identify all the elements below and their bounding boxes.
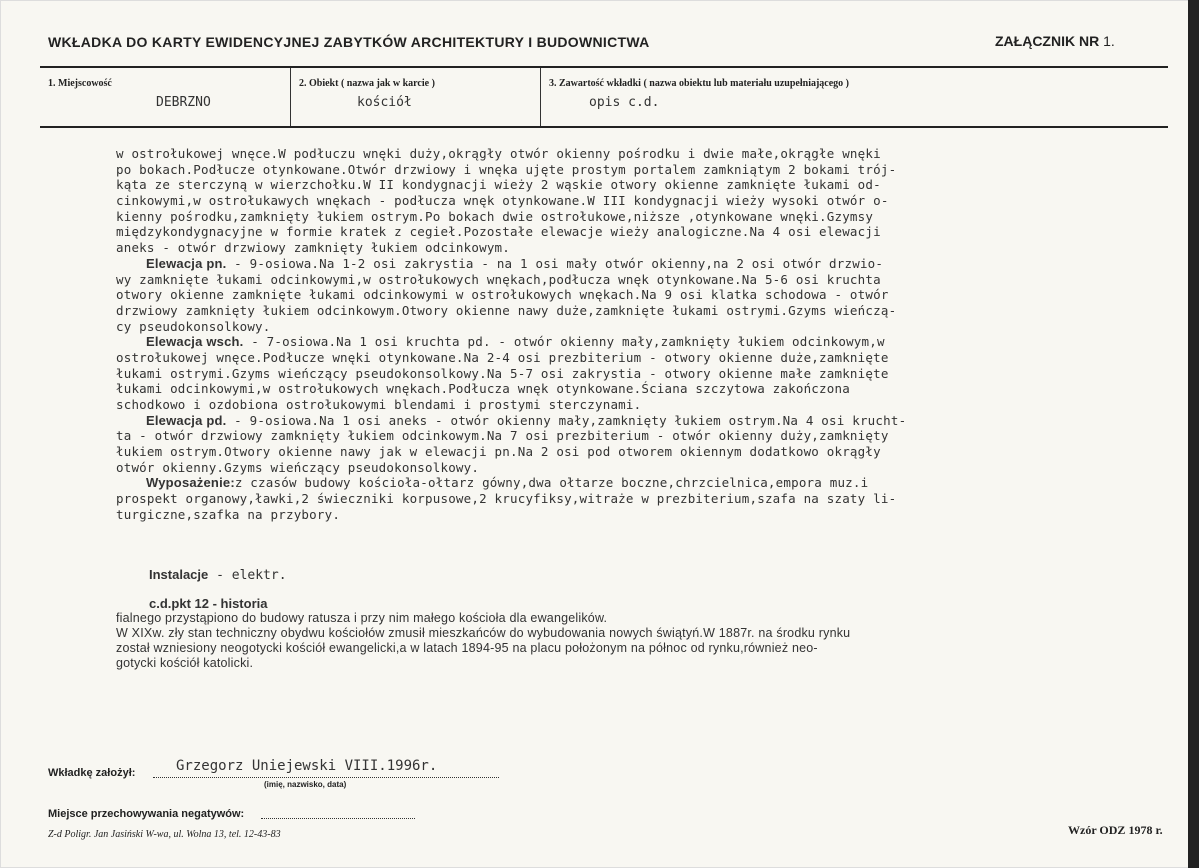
annex-label [995, 33, 1115, 49]
annex-number: 1. [1103, 33, 1115, 49]
description-line-text: kienny pośrodku,zamknięty łukiem ostrym.Po bokach dwie ostrołukowe,niższe ,otynkowane wnęki.Gzymsy [116, 208, 874, 224]
description-line-text: wy zamknięte łukami odcinkowymi,w ostrołukowych wnękach,podłucza wnęk otynkowane.Na 5-6 osi kruchta [116, 271, 881, 287]
description-line [116, 303, 1126, 319]
description-line-text: cy pseudokonsolkowy. [116, 318, 271, 334]
description-line [116, 350, 1126, 366]
description-line [116, 366, 1126, 382]
description-line-text: - 9-osiowa.Na 1-2 osi zakrystia - na 1 osi mały otwór okienny,na 2 osi otwór drzwio- [226, 255, 884, 271]
header-fields [40, 66, 1168, 128]
section-heading: Elewacja wsch. [146, 334, 244, 350]
description-line-text: kąta ze sterczyną w wierzchołku.W II kondygnacji wieży 2 wąskie otwory okienne zamknięte łukami od- [116, 177, 881, 193]
description-line [116, 397, 1126, 413]
object-value: kościół [357, 95, 412, 110]
locality-field [40, 68, 290, 126]
description-line [116, 507, 1126, 523]
negatives-label: Miejsce przechowywania negatywów: [48, 808, 245, 820]
description-line-text: międzykondygnacyjne w formie kratek z cegieł.Pozostałe elewacje wieży analogiczne.Na 4 osi elewacji [116, 224, 881, 240]
printer-info: Z-d Poligr. Jan Jasiński W-wa, ul. Wolna 13, tel. 12-43-83 [48, 829, 281, 840]
locality-label: 1. Miejscowość [48, 78, 112, 89]
description-line [116, 224, 1126, 240]
founder-sublabel: (imię, nazwisko, data) [264, 780, 347, 789]
description-text [116, 146, 1126, 523]
description-line [116, 162, 1126, 178]
description-line-text: prospekt organowy,ławki,2 świeczniki korpusowe,2 krucyfiksy,witraże w prezbiterium,szafa na szaty li- [116, 491, 897, 507]
description-line-text: turgiczne,szafka na przybory. [116, 506, 341, 522]
annex-label-text: ZAŁĄCZNIK NR [995, 33, 1100, 49]
description-line-text: otwór okienny.Gzyms wieńczący pseudokonsolkowy. [116, 459, 480, 475]
description-line-text: łukiem ostrym.Otwory okienne nawy jak w elewacji pn.Na 2 osi pod otworem okiennym dodatkowo okrągły [116, 444, 881, 460]
negatives-dotted-line [261, 818, 415, 819]
history-text [116, 611, 1126, 671]
description-line-text: w ostrołukowej wnęce.W podłuczu wnęki duży,okrągły otwór okienny pośrodku i dwie małe,okrągłe wnęki [116, 146, 881, 161]
form-title: WKŁADKA DO KARTY EWIDENCYJNEJ ZABYTKÓW ARCHITEKTURY I BUDOWNICTWA [48, 34, 650, 50]
description-line [116, 272, 1126, 288]
content-value: opis c.d. [589, 95, 660, 110]
history-heading: c.d.pkt 12 - historia [149, 596, 268, 611]
installations-text: - elektr. [208, 568, 287, 583]
description-line [116, 193, 1126, 209]
description-line [116, 177, 1126, 193]
description-line [116, 381, 1126, 397]
founder-value: Grzegorz Uniejewski VIII.1996r. [176, 758, 438, 774]
section-heading: Elewacja pn. [146, 255, 227, 271]
content-label: 3. Zawartość wkładki ( nazwa obiektu lub materiału uzupełniającego ) [549, 78, 850, 89]
history-line: został wzniesiony neogotycki kościół ewangelicki,a w latach 1894-95 na placu położonym na północ od rynku,również neo- [116, 641, 818, 655]
description-line [116, 287, 1126, 303]
description-line [116, 491, 1126, 507]
description-line-text: - 7-osiowa.Na 1 osi kruchta pd. - otwór okienny mały,zamknięty łukiem odcinkowym,w [243, 334, 885, 350]
founder-dotted-line [153, 777, 499, 778]
section-heading: Wyposażenie: [146, 475, 235, 491]
description-line-text: otwory okienne zamknięte łukami odcinkowymi w ostrołukowych wnękach.Na 9 osi klatka schodowa - otwór [116, 287, 889, 303]
object-field [290, 68, 541, 126]
object-label: 2. Obiekt ( nazwa jak w karcie ) [299, 78, 435, 89]
description-line-text: łukami ostrymi.Gzyms wieńczący pseudokonsolkowy.Na 5-7 osi zakrystia - otwory okienne małe zamknięte [116, 365, 889, 381]
content-field [540, 68, 1169, 126]
description-line [116, 209, 1126, 225]
description-line-text: ta - otwór drzwiowy zamknięty łukiem odcinkowym.Na 7 osi prezbiterium - otwór okienny duży,zamknięty [116, 428, 889, 444]
description-line [116, 319, 1126, 335]
installations-heading: Instalacje [149, 567, 209, 582]
founder-label: Wkładkę założył: [48, 767, 136, 779]
form-model: Wzór ODZ 1978 r. [1068, 823, 1163, 837]
description-line-text: ostrołukowej wnęce.Podłucze wnęki otynkowane.Na 2-4 osi prezbiterium - otwory okienne duże,zamknięte [116, 349, 889, 365]
history-line: gotycki kościół katolicki. [116, 656, 254, 670]
history-line: fialnego przystąpiono do budowy ratusza i przy nim małego kościoła dla ewangelików. [116, 611, 608, 625]
description-line [116, 334, 1126, 350]
description-line [116, 240, 1126, 256]
history-line: W XIXw. zły stan techniczny obydwu kościołów zmusił mieszkańców do wybudowania nowych świątyń.W 1887r. na środku rynku [116, 626, 851, 640]
description-line-text: - 9-osiowa.Na 1 osi aneks - otwór okienny mały,zamknięty łukiem ostrym.Na 4 osi krucht- [226, 412, 907, 428]
section-heading: Elewacja pd. [146, 412, 227, 428]
description-line-text: aneks - otwór drzwiowy zamknięty łukiem odcinkowym. [116, 240, 511, 256]
description-line [116, 428, 1126, 444]
locality-value: DEBRZNO [156, 95, 211, 110]
description-line-text: schodkowo i ozdobiona ostrołukowymi blendami i prostymi sterczynami. [116, 397, 642, 412]
installations-line [149, 567, 287, 583]
scan-edge [1188, 0, 1199, 868]
description-line-text: cinkowymi,w ostrołukawych wnękach - podłucza wnęk otynkowane.W III kondygnacji wieży wysoki otwór o- [116, 193, 889, 209]
description-line-text: po bokach.Podłucze otynkowane.Otwór drzwiowy i wnęka ujęte prostym portalem zamkniątym 2 bokami trój- [116, 161, 897, 177]
description-line-text: łukami odcinkowymi,w ostrołukowych wnękach.Podłucza wnęk otynkowane.Ściana szczytowa zakończona [116, 381, 850, 397]
description-line [116, 444, 1126, 460]
description-line [116, 146, 1126, 162]
description-line [116, 256, 1126, 272]
description-line [116, 460, 1126, 476]
description-line [116, 413, 1126, 429]
description-line [116, 475, 1126, 491]
description-line-text: drzwiowy zamknięty łukiem odcinkowym.Otwory okienne nawy duże,zamknięte łukami ostrymi.Gzyms wieńczą- [116, 302, 897, 318]
description-line-text: z czasów budowy kościoła-ołtarz gówny,dwa ołtarze boczne,chrzcielnica,empora muz.i [234, 475, 869, 491]
